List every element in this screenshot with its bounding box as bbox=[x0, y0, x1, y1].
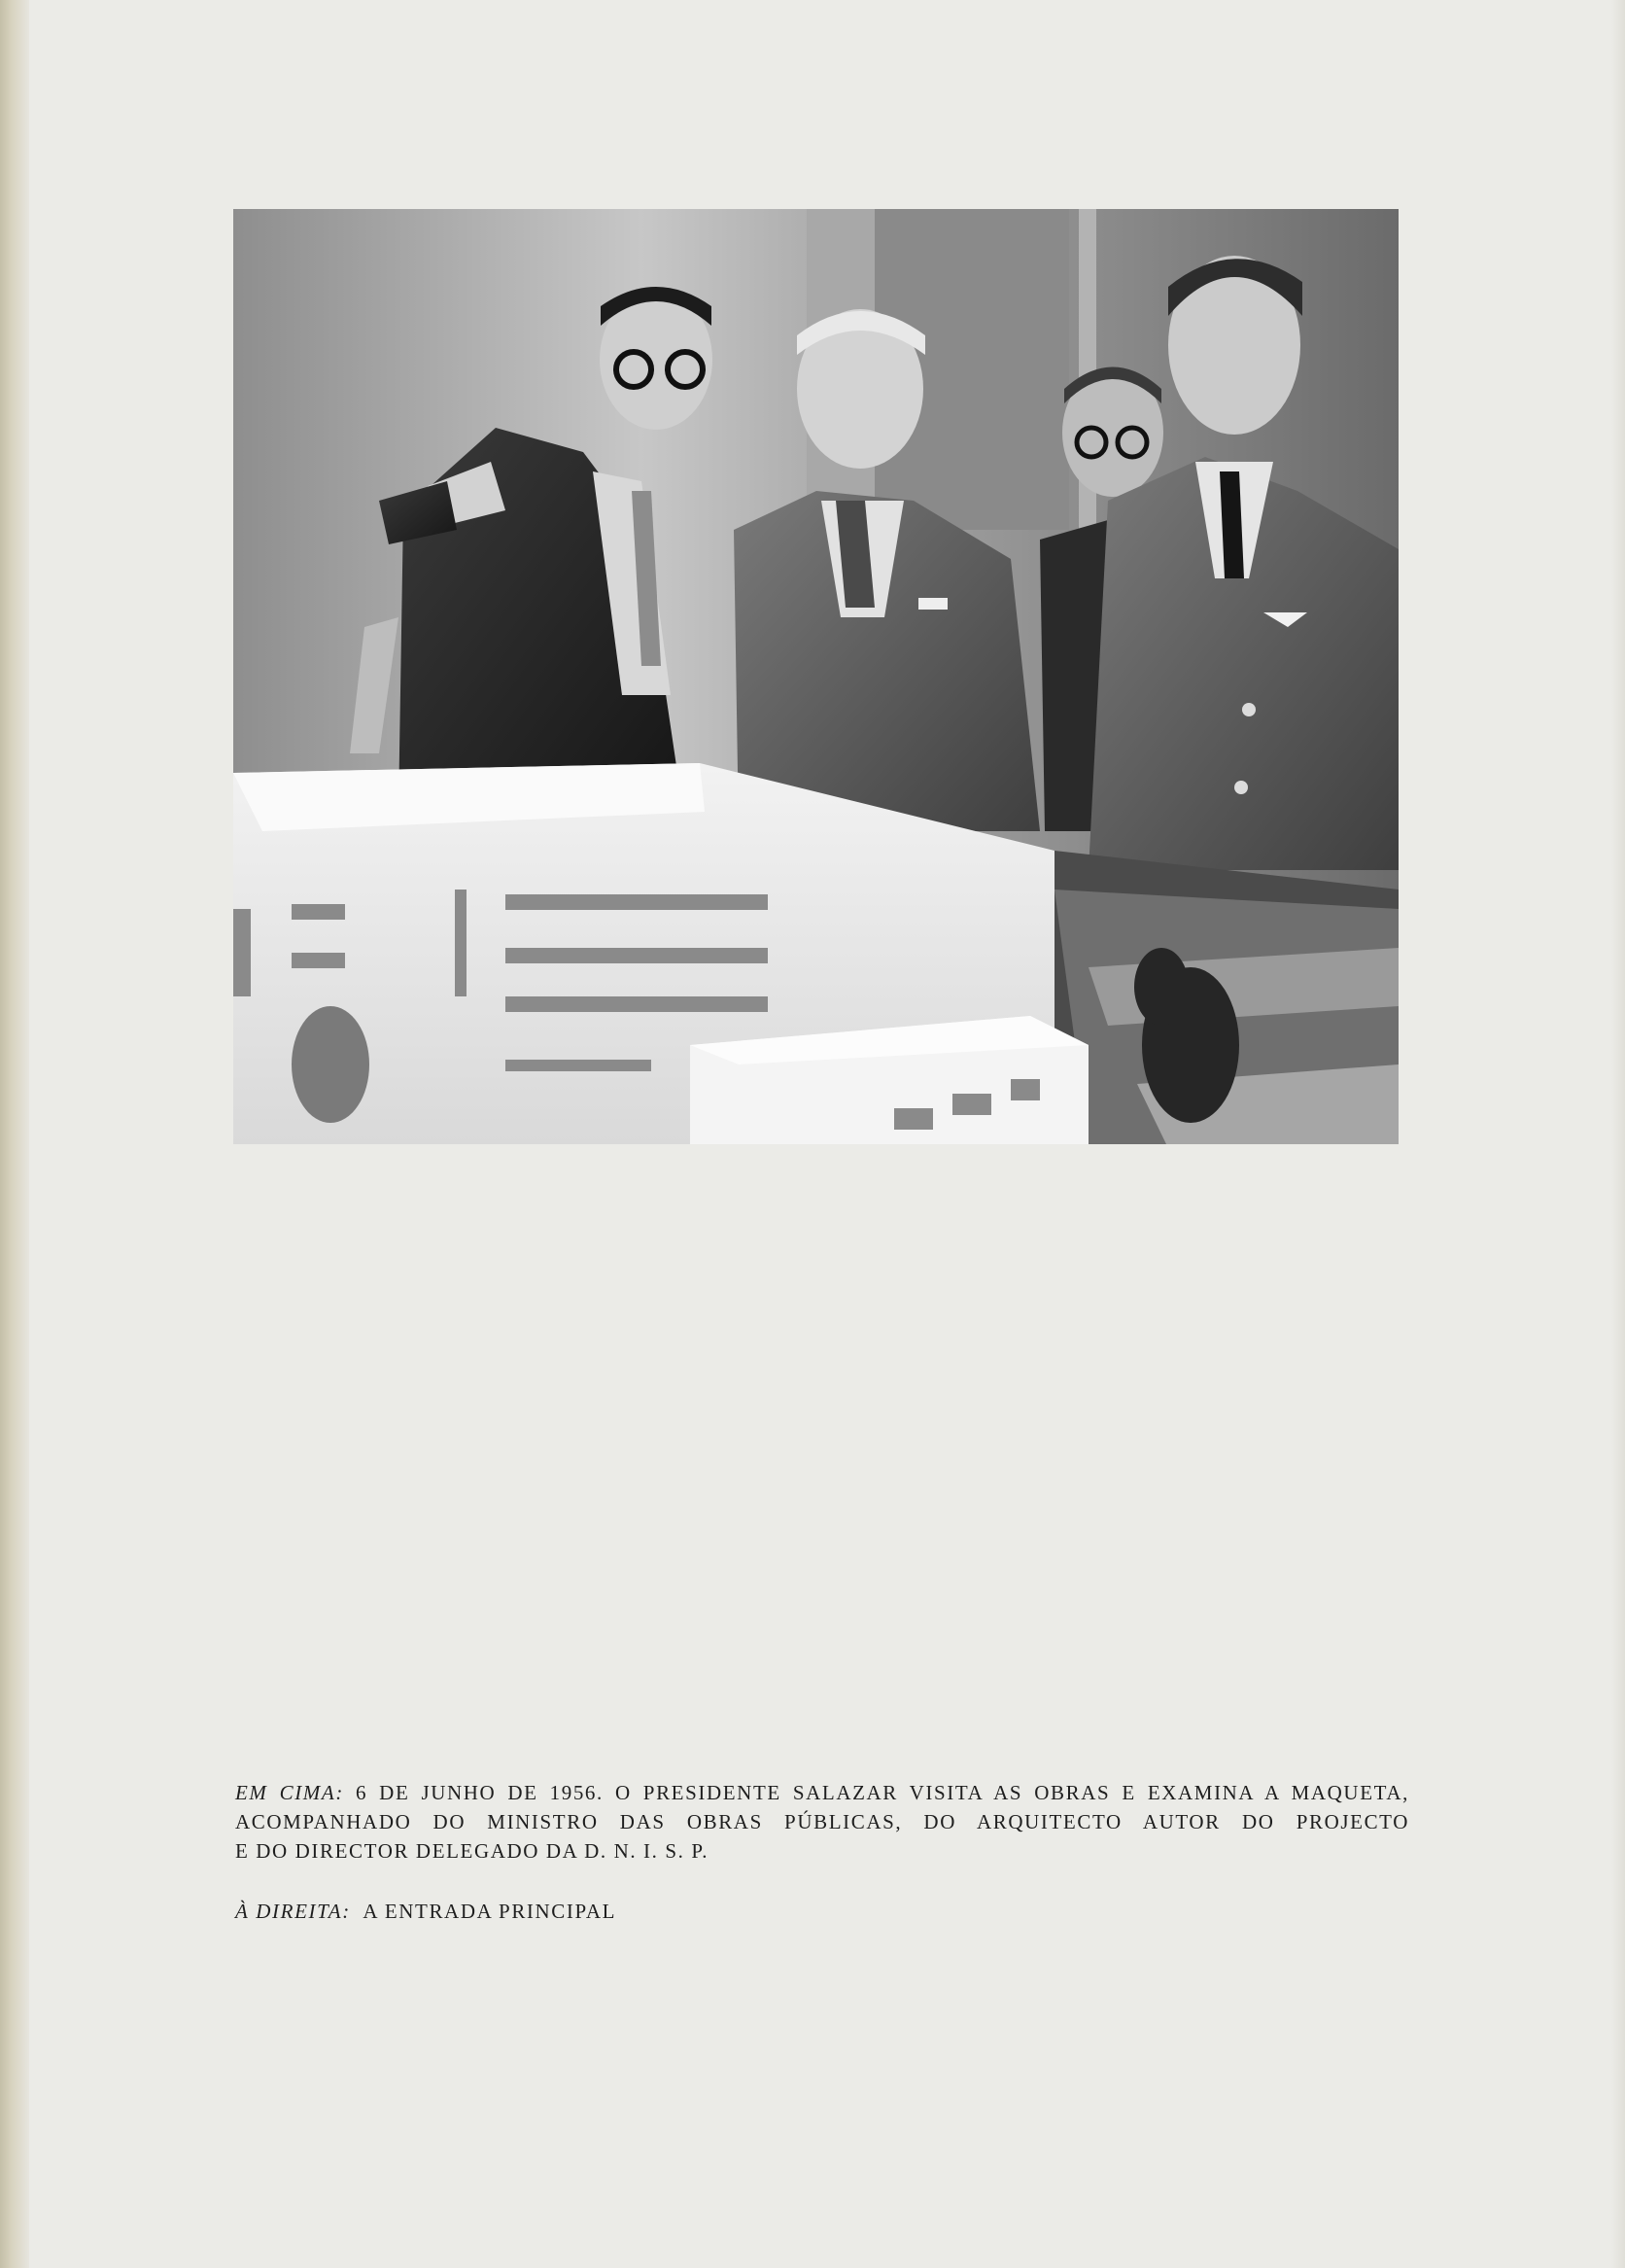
caption-line-1 bbox=[235, 1778, 1409, 1807]
photo-caption bbox=[235, 1778, 1409, 1926]
caption-lead-right: À DIREITA: bbox=[235, 1900, 351, 1923]
archival-photograph bbox=[233, 209, 1399, 1144]
caption-text-line-4: A ENTRADA PRINCIPAL bbox=[363, 1900, 617, 1923]
caption-lead-above: EM CIMA: bbox=[235, 1781, 344, 1804]
caption-text-line-1: 6 DE JUNHO DE 1956. O PRESIDENTE SALAZAR VISITA AS OBRAS E EXAMINA A MAQUETA, bbox=[356, 1781, 1409, 1804]
caption-line-3: E DO DIRECTOR DELEGADO DA D. N. I. S. P. bbox=[235, 1839, 709, 1863]
photo-illustration bbox=[233, 209, 1399, 1144]
page-binding-edge bbox=[0, 0, 29, 2268]
caption-line-4 bbox=[235, 1897, 1409, 1926]
page-right-edge bbox=[1611, 0, 1625, 2268]
caption-line-2: ACOMPANHADO DO MINISTRO DAS OBRAS PÚBLICAS, DO ARQUITECTO AUTOR DO PROJECTO bbox=[235, 1810, 1409, 1833]
